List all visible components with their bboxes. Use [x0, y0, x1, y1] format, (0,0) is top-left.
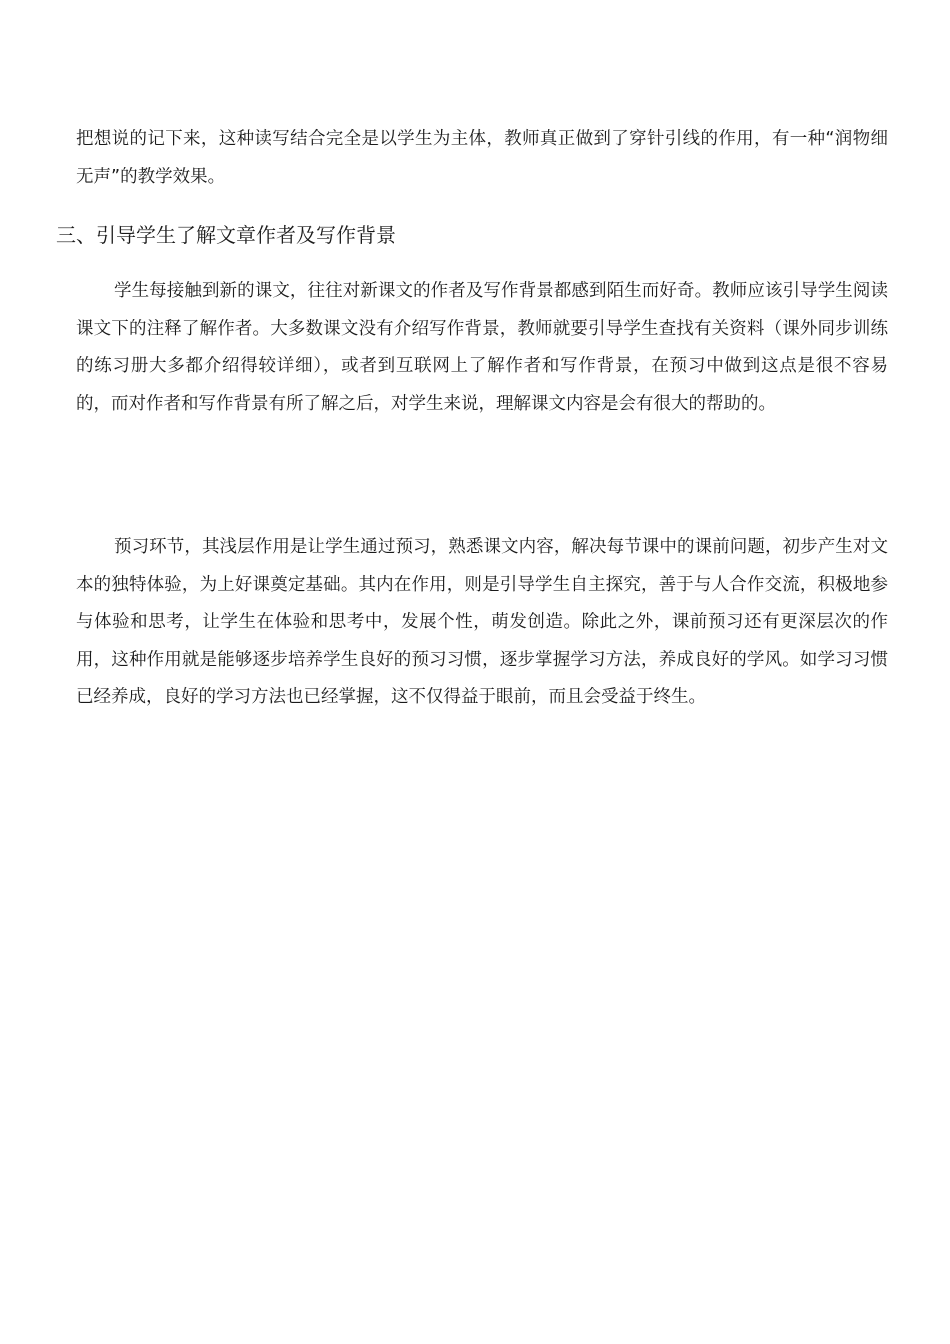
section-heading: 三、引导学生了解文章作者及写作背景: [56, 223, 396, 247]
paragraph-author-background: 学生每接触到新的课文，往往对新课文的作者及写作背景都感到陌生而好奇。教师应该引导学生阅读课文下的注释了解作者。大多数课文没有介绍写作背景，教师就要引导学生查找有关资料（课外同步训练的练习册大多都介绍得较详细），或者到互联网上了解作者和写作背景，在预习中做到这点是很不容易的，而对作者和写作背景有所了解之后，对学生来说，理解课文内容是会有很大的帮助的。: [76, 281, 888, 414]
paragraph-continuation: 把想说的记下来，这种读写结合完全是以学生为主体，教师真正做到了穿针引线的作用，有一种“润物细无声”的教学效果。: [76, 129, 888, 187]
paragraph-preview-summary: 预习环节，其浅层作用是让学生通过预习，熟悉课文内容，解决每节课中的课前问题，初步产生对文本的独特体验，为上好课奠定基础。其内在作用，则是引导学生自主探究，善于与人合作交流，积极地参与体验和思考，让学生在体验和思考中，发展个性，萌发创造。除此之外，课前预习还有更深层次的作用，这种作用就是能够逐步培养学生良好的预习习惯，逐步掌握学习方法，养成良好的学风。如学习习惯已经养成，良好的学习方法也已经掌握，这不仅得益于眼前，而且会受益于终生。: [76, 537, 888, 708]
